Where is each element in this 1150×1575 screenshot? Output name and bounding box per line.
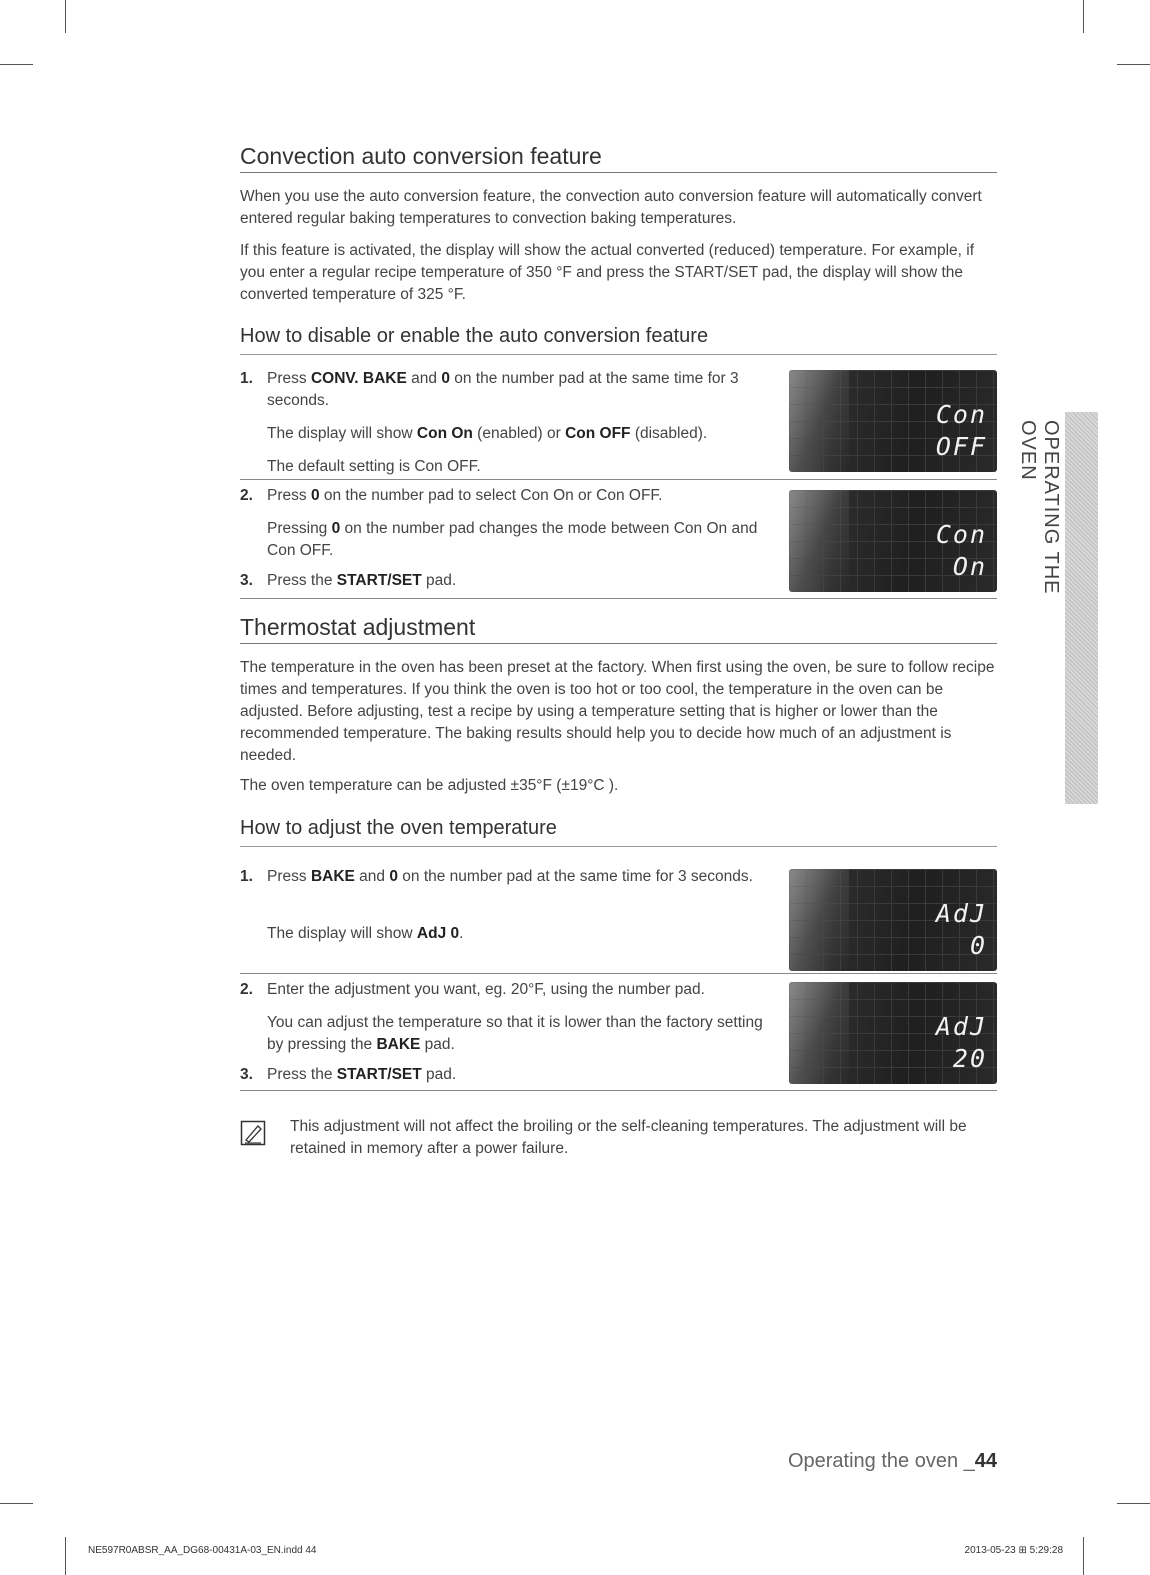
step-number: 3. [240, 1066, 253, 1083]
crop-mark [1117, 64, 1150, 65]
lcd-display-con-off [789, 370, 997, 472]
section-title-thermostat: Thermostat adjustment [240, 614, 997, 644]
lcd-line-2: 20 [952, 1044, 987, 1073]
note-text: This adjustment will not affect the broiling or the self-cleaning temperatures. The adjustment will be retained in memory after a power failure. [290, 1118, 967, 1157]
convection-paragraph-2: If this feature is activated, the display will show the actual converted (reduced) temperature. For example, if you enter a regular recipe temperature of 350 °F and press the START/SET pad, the display will show the converted temperature of 325 °F. [240, 242, 975, 303]
lcd-line-2: OFF [935, 432, 987, 461]
step-block [240, 974, 997, 1091]
page-number: 44 [974, 1450, 997, 1472]
lcd-display-adj-20 [789, 982, 997, 1084]
step-instruction: Press the START/SET pad. [267, 572, 457, 589]
step-instruction: Press CONV. BAKE and 0 on the number pad at the same time for 3 seconds. [267, 370, 739, 409]
footer-label: Operating the oven _ [787, 1450, 975, 1472]
step-number: 2. [240, 981, 253, 998]
step-detail: The display will show AdJ 0. [267, 925, 464, 942]
step-block [240, 480, 997, 599]
lcd-line-2: On [952, 552, 987, 581]
crop-mark [1083, 0, 1084, 33]
side-tab-marker [1065, 412, 1098, 804]
lcd-line-2: 0 [969, 931, 987, 960]
crop-mark [0, 1503, 33, 1504]
convection-paragraph-1: When you use the auto conversion feature, the convection auto conversion feature will automatically convert entered regular baking temperatures to convection baking temperatures. [240, 188, 982, 227]
crop-mark [65, 1537, 66, 1575]
lcd-display-con-on [789, 490, 997, 592]
crop-mark [65, 0, 66, 33]
step-number: 1. [240, 868, 253, 885]
step-number: 1. [240, 370, 253, 387]
lcd-line-1: Con [935, 400, 987, 429]
page-footer [788, 1450, 997, 1473]
section-title-convection: Convection auto conversion feature [240, 143, 997, 173]
step-block [240, 862, 997, 974]
lcd-line-1: AdJ [935, 899, 987, 928]
lcd-line-1: Con [935, 520, 987, 549]
step-number: 2. [240, 487, 253, 504]
side-tab-label: OPERATING THE OVEN [1017, 420, 1062, 595]
lcd-line-1: AdJ [935, 1012, 987, 1041]
step-detail: Pressing 0 on the number pad changes the mode between Con On and Con OFF. [267, 520, 758, 559]
step-block [240, 365, 997, 480]
step-instruction: Enter the adjustment you want, eg. 20°F, using the number pad. [267, 981, 705, 998]
note-icon [240, 1120, 266, 1146]
subsection-title-disable-enable: How to disable or enable the auto conversion feature [240, 325, 997, 355]
crop-mark [1117, 1503, 1150, 1504]
thermostat-paragraph-2: The oven temperature can be adjusted ±35°F (±19°C ). [240, 777, 619, 794]
step-detail: The display will show Con On (enabled) or Con OFF (disabled). [267, 425, 708, 442]
step-instruction: Press BAKE and 0 on the number pad at the same time for 3 seconds. [267, 868, 753, 885]
step-instruction: Press the START/SET pad. [267, 1066, 457, 1083]
step-instruction: Press 0 on the number pad to select Con On or Con OFF. [267, 487, 663, 504]
step-detail: The default setting is Con OFF. [267, 458, 481, 475]
crop-mark [1083, 1537, 1084, 1575]
date-slug: 2013-05-23 ⊞ 5:29:28 [964, 1545, 1063, 1556]
thermostat-paragraph-1: The temperature in the oven has been preset at the factory. When first using the oven, be sure to follow recipe times and temperatures. If you think the oven is too hot or too cool, the temperature in the oven can be adjusted. Before adjusting, test a recipe by using a temperature setting that is higher or lower than the recommended temperature. The baking results should help you to decide how much of an adjustment is needed. [240, 659, 995, 764]
step-detail: You can adjust the temperature so that it is lower than the factory setting by pressing the BAKE pad. [267, 1014, 763, 1053]
subsection-title-adjust: How to adjust the oven temperature [240, 817, 997, 847]
file-slug: NE597R0ABSR_AA_DG68-00431A-03_EN.indd 44 [88, 1545, 317, 1556]
lcd-display-adj-0 [789, 869, 997, 971]
crop-mark [0, 64, 33, 65]
step-number: 3. [240, 572, 253, 589]
